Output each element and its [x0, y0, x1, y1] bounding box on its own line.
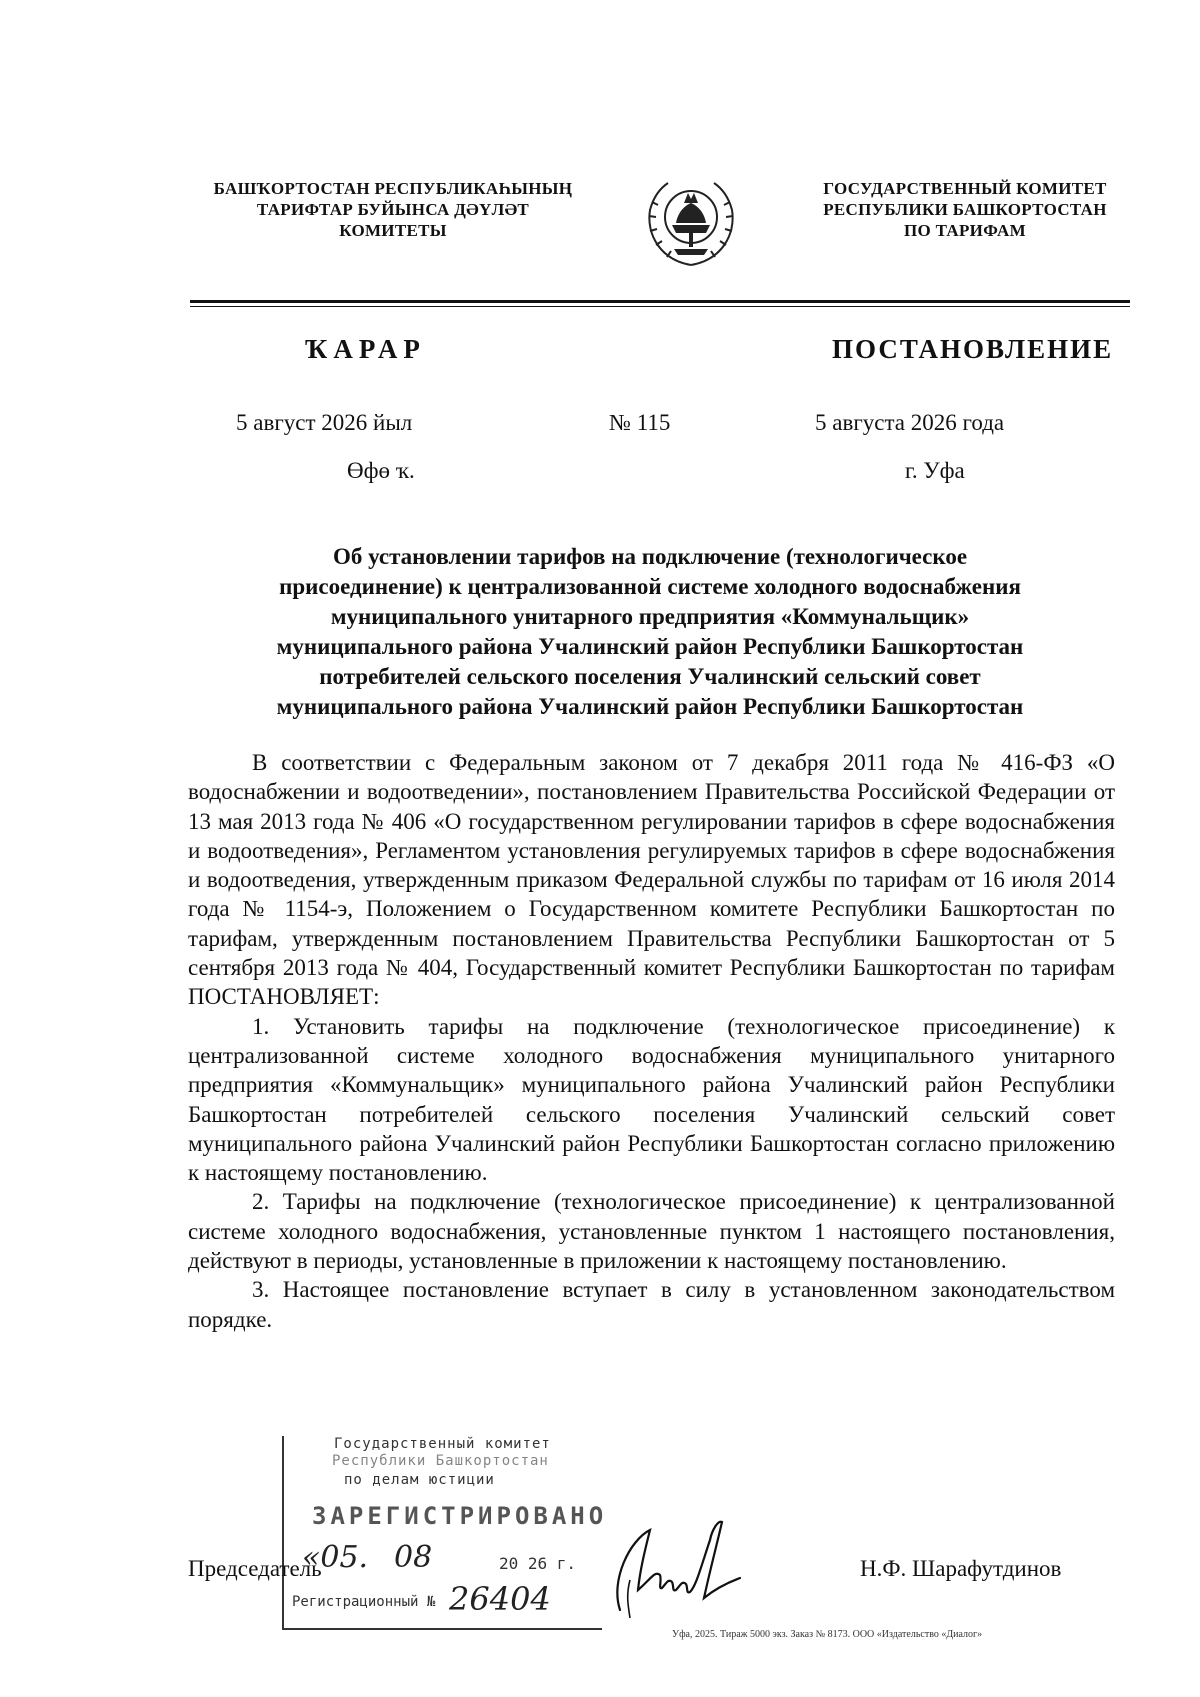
- stamp-line: Республики Башкортостан: [332, 1453, 549, 1469]
- stamp-line: Государственный комитет: [334, 1436, 551, 1452]
- stamp-reg-label: Регистрационный №: [292, 1594, 436, 1610]
- title-line: Об установлении тарифов на подключение (технологическое: [332, 544, 968, 569]
- stamp-day: «05.: [302, 1540, 369, 1575]
- header-right-org: [790, 178, 1140, 241]
- place-bashkir: Өфө ҡ.: [347, 458, 415, 483]
- signatory-title: Председатель: [188, 1556, 322, 1581]
- document-title: [180, 542, 1120, 722]
- header-left-line: БАШҠОРТОСТАН РЕСПУБЛИКАҺЫНЫҢ: [213, 179, 573, 198]
- header-right-line: ГОСУДАРСТВЕННЫЙ КОМИТЕТ: [823, 179, 1107, 198]
- stamp-line: по делам юстиции: [344, 1472, 495, 1488]
- print-imprint: Уфа, 2025. Тираж 5000 экз. Заказ № 8173. ООО «Издательство «Диалог»: [672, 1629, 983, 1640]
- header-left-line: ТАРИФТАР БУЙЫНСА ДӘҮЛӘТ: [256, 200, 530, 219]
- stamp-registered: ЗАРЕГИСТРИРОВАНО: [312, 1502, 608, 1530]
- doc-type-bashkir: ҠАРАР: [305, 334, 426, 364]
- clause-1: 1. Установить тарифы на подключение (технологическое присоединение) к централизованной системе холодного водоснабжения муниципального унитарного предприятия «Коммунальщик» муниципального района Учалинский район Республики Башкортостан потребителей сельского поселения Учалинский сельский совет муниципального района Учалинский район Республики Башкортостан согласно приложению к настоящему постановлению.: [188, 1013, 1115, 1186]
- place-russian: г. Уфа: [905, 458, 965, 483]
- title-line: муниципального унитарного предприятия «Коммунальщик»: [330, 604, 970, 629]
- registration-stamp: [282, 1436, 608, 1630]
- header-right-line: РЕСПУБЛИКИ БАШКОРТОСТАН: [823, 200, 1107, 219]
- clause-2: 2. Тарифы на подключение (технологическое присоединение) к централизованной системе холодного водоснабжения, установленные пунктом 1 настоящего постановления, действуют в периоды, установленные в приложении к настоящему постановлению.: [188, 1189, 1115, 1274]
- document-body: [188, 748, 1115, 1334]
- date-bashkir: 5 август 2026 йыл: [236, 410, 413, 435]
- stamp-month: 08: [394, 1540, 433, 1575]
- date-russian: 5 августа 2026 года: [815, 410, 1005, 435]
- header-divider-thin: [190, 306, 1130, 307]
- stamp-reg-number: 26404: [449, 1580, 551, 1618]
- coat-of-arms-icon: [636, 165, 746, 275]
- preamble-paragraph: В соответствии с Федеральным законом от 7 декабря 2011 года № 416-ФЗ «О водоснабжении и водоотведении», постановлением Правительства Российской Федерации от 13 мая 2013 года № 406 «О государственном регулировании тарифов в сфере водоснабжения и водоотведения», Регламентом установления регулируемых тарифов в сфере водоснабжения и водоотведения, утвержденным приказом Федеральной службы по тарифам от 16 июля 2014 года № 1154-э, Положением о Государственном комитете Республики Башкортостан по тарифам, утвержденным постановлением Правительства Республики Башкортостан от 5 сентября 2013 года № 404, Государственный комитет Республики Башкортостан по тарифам ПОСТАНОВЛЯЕТ:: [188, 750, 1115, 1010]
- header-left-org: [178, 178, 608, 241]
- doc-type-russian: ПОСТАНОВЛЕНИЕ: [832, 334, 1114, 364]
- title-line: присоединение) к централизованной системе холодного водоснабжения: [279, 574, 1021, 599]
- header-right-line: ПО ТАРИФАМ: [904, 221, 1026, 240]
- title-line: потребителей сельского поселения Учалинский сельский совет: [319, 664, 981, 689]
- signatory-name: Н.Ф. Шарафутдинов: [860, 1556, 1062, 1581]
- stamp-year: 20 26 г.: [499, 1554, 577, 1573]
- header-left-line: КОМИТЕТЫ: [339, 221, 447, 240]
- handwritten-signature-icon: [600, 1500, 750, 1630]
- clause-3: 3. Настоящее постановление вступает в силу в установленном законодательством порядке.: [188, 1277, 1115, 1332]
- title-line: муниципального района Учалинский район Республики Башкортостан: [276, 694, 1024, 719]
- title-line: муниципального района Учалинский район Республики Башкортостан: [276, 634, 1024, 659]
- document-number: № 115: [609, 410, 671, 435]
- header-divider-thick: [190, 300, 1130, 303]
